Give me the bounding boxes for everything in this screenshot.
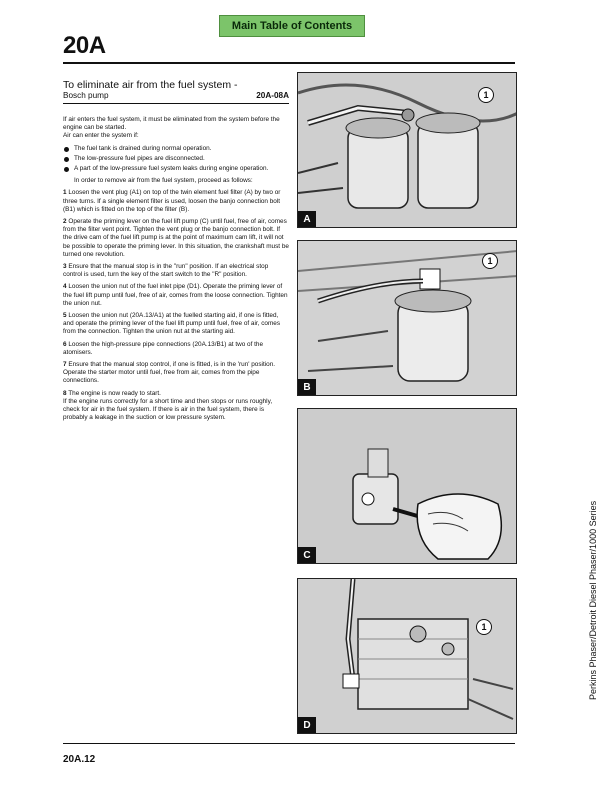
step-text: Loosen the vent plug (A1) on top of the twin element fuel filter (A) by two or three turns. If a single element filter is used, loosen the banjo connection bolt (B1) which is fitted on the top of the filter (B). (63, 189, 281, 213)
section-code: 20A-08A (256, 91, 289, 100)
callout-d1: 1 (476, 619, 492, 635)
step-number: 8 (63, 389, 67, 397)
footer-rule (63, 743, 515, 744)
intro-para: If air enters the fuel system, it must be eliminated from the system before the engine can be started. (63, 116, 280, 132)
step-text: Ensure that the manual stop is in the "run" position. If an electrical stop control is used, turn the key of the start switch to the "R" position. (63, 263, 269, 279)
step (63, 283, 289, 308)
step-text: Loosen the union nut (20A.13/A1) at the fuelled starting aid, if one is fitted, and operate the priming lever of the fuel lift pump until fuel, free of air, comes from the connection. Tighten the union nut at the starting aid. (63, 312, 281, 336)
section-subtitle: Bosch pump (63, 91, 109, 100)
figure-a (297, 72, 517, 228)
callout-b1: 1 (482, 253, 498, 269)
step (63, 341, 289, 357)
step-number: 6 (63, 340, 67, 348)
figure-letter: D (298, 717, 316, 733)
figure-letter: C (298, 547, 316, 563)
bullet-item: The fuel tank is drained during normal operation. (63, 145, 289, 153)
step-text: Ensure that the manual stop control, if one is fitted, is in the 'run' position. Operate the starter motor until fuel, free from air, comes from the pipe connections. (63, 361, 276, 385)
step-text: The engine is now ready to start. (68, 389, 161, 397)
figure-c (297, 408, 517, 564)
figure-d-illustration (298, 579, 517, 734)
step-number: 5 (63, 312, 67, 320)
callout-a1: 1 (478, 87, 494, 103)
step-number: 1 (63, 189, 67, 197)
figure-d (297, 578, 517, 734)
intro-para: Air can enter the system if: (63, 132, 139, 140)
step-text: Loosen the union nut of the fuel inlet pipe (D1). Operate the priming lever of the fuel lift pump until fuel, free of air, comes from the loose connection. Tighten the union nut. (63, 283, 288, 307)
main-toc-button[interactable]: Main Table of Contents (219, 15, 365, 37)
header-rule (63, 62, 515, 64)
step (63, 189, 289, 214)
figure-letter: A (298, 211, 316, 227)
page-number: 20A.12 (63, 754, 96, 765)
figure-b (297, 240, 517, 396)
step (63, 218, 289, 259)
step (63, 361, 289, 386)
section-title: To eliminate air from the fuel system - (63, 79, 238, 91)
closing-para: If the engine runs correctly for a short time and then stops or runs roughly, check for air in the fuel system. If there is air in the fuel system, there is probably a leakage in the suction or low pressure system. (63, 397, 273, 422)
text-column (63, 79, 289, 427)
side-book-title: Perkins Phaser/Detroit Diesel Phaser/1000 Series (588, 500, 598, 700)
bullet-item: A part of the low-pressure fuel system leaks during engine operation. (63, 165, 289, 173)
step (63, 390, 289, 398)
step (63, 312, 289, 337)
step-number: 4 (63, 283, 67, 291)
bullet-item: The low-pressure fuel pipes are disconnected. (63, 155, 289, 163)
lead-in: In order to remove air from the fuel system, proceed as follows: (74, 177, 253, 185)
step-number: 3 (63, 263, 67, 271)
figure-letter: B (298, 379, 316, 395)
step-text: Loosen the high-pressure pipe connections (20A.13/B1) at two of the atomisers. (63, 340, 264, 356)
section-subheader (63, 91, 289, 104)
figure-c-illustration (298, 409, 517, 564)
step-number: 7 (63, 361, 67, 369)
chapter-heading: 20A (63, 32, 106, 59)
bullet-list (63, 145, 289, 174)
step-text: Operate the priming lever on the fuel lift pump (C) until fuel, free of air, comes from the filter vent point. Tighten the vent plug or the banjo connection bolt. If the drive cam of the fuel lift pump is at the point of maximum cam lift, it will not be possible to operate the priming lever. In this situation, the crankshaft must be turned one revolution. (63, 218, 289, 258)
step-number: 2 (63, 218, 67, 226)
step (63, 263, 289, 279)
